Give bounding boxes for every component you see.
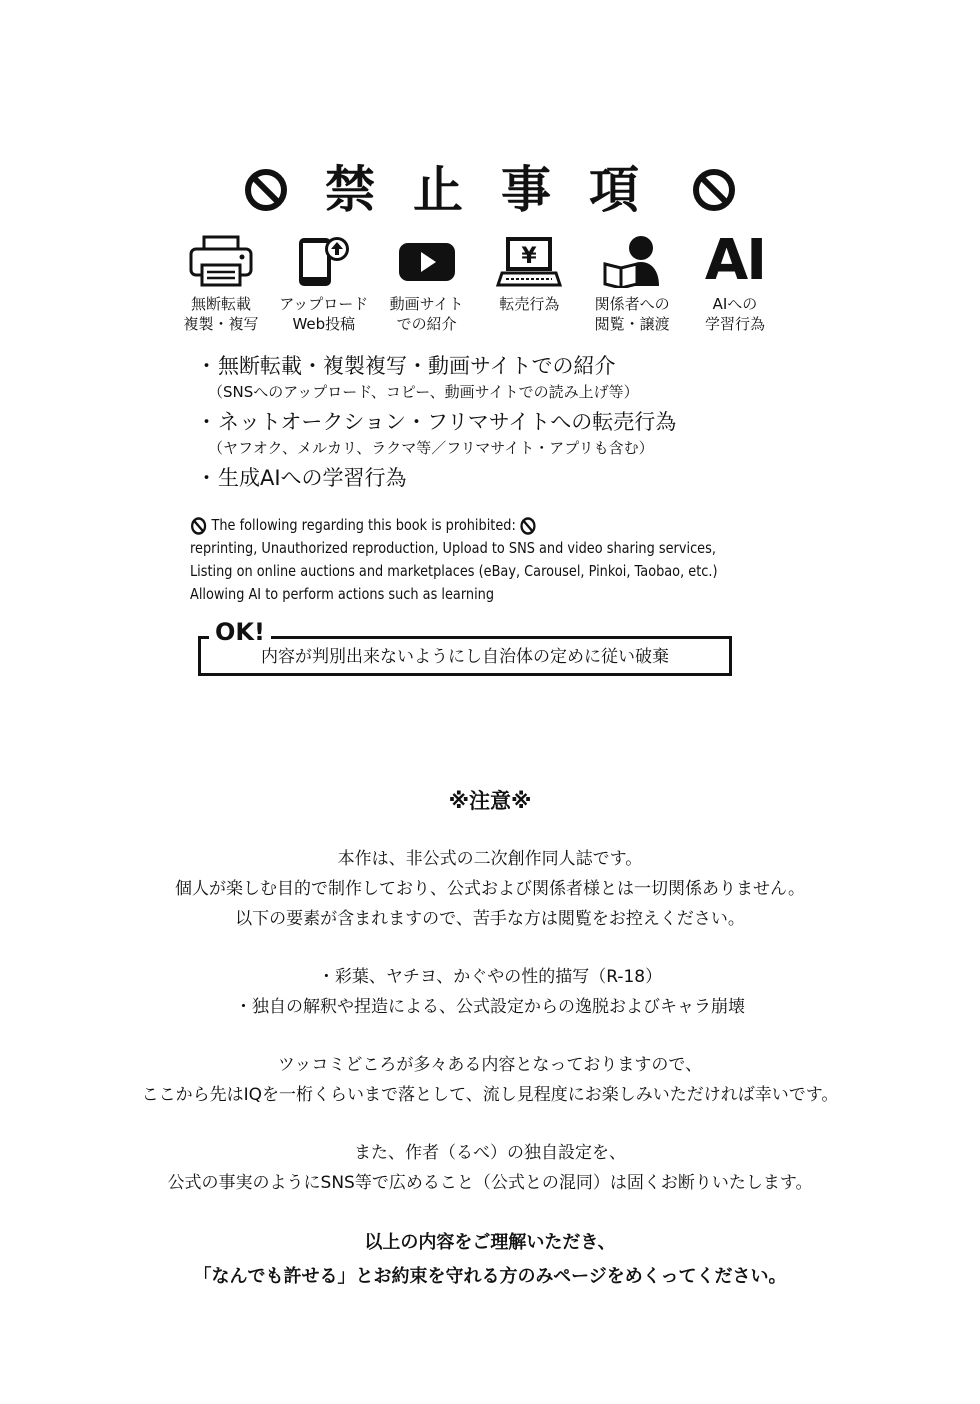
caution-line: 個人が楽しむ目的で制作しており、公式および関係者様とは一切関係ありません。	[174, 879, 806, 899]
video-play-icon	[397, 239, 457, 283]
caution-line: 公式の事実のようにSNS等で広めること（公式との混同）は固くお断りいたします。	[167, 1173, 813, 1193]
caution-line: また、作者（るべ）の独自設定を、	[354, 1143, 626, 1163]
prohibited-icon-right	[691, 167, 737, 213]
caution-line: ここから先はIQを一桁くらいまで落として、流し見程度にお楽しみいただければ幸いです。	[141, 1085, 839, 1105]
ok-box	[198, 618, 732, 676]
caution-line: 以下の要素が含まれますので、苦手な方は閲覧をお控えください。	[235, 909, 745, 929]
list-item: ・ネットオークション・フリマサイトへの転売行為	[196, 410, 677, 434]
prohibited-icon-left	[243, 167, 289, 213]
caution-line: ・独自の解釈や捏造による、公式設定からの逸脱およびキャラ崩壊	[235, 997, 745, 1017]
caution-title: ※注意※	[448, 789, 532, 813]
english-notice	[190, 514, 810, 606]
prohibited-icon	[519, 516, 536, 536]
caution-section	[0, 784, 980, 1294]
svg-text:¥: ¥	[521, 244, 538, 269]
icon-label-video: 動画サイト での紹介	[389, 295, 464, 333]
printer-icon	[188, 235, 254, 287]
icon-label-sharing: 関係者への 閲覧・譲渡	[594, 295, 670, 333]
icon-item-resale	[480, 234, 578, 344]
list-item-note: （ヤフオク、メルカリ、ラクマ等／フリマサイト・アプリも含む）	[208, 439, 654, 457]
icon-item-video	[378, 234, 476, 344]
icon-label-resale: 転売行為	[499, 295, 560, 313]
closing-line: 以上の内容をご理解いただき、	[364, 1232, 616, 1253]
list-item: ・生成AIへの学習行為	[196, 466, 407, 490]
icon-item-reprint	[172, 234, 270, 344]
prohibited-icon	[190, 516, 207, 536]
ai-text-icon: AI	[704, 228, 766, 293]
ok-label: OK!	[209, 617, 271, 647]
icon-label-reprint: 無断転載 複製・複写	[183, 295, 259, 333]
ok-text: 内容が判別出来ないようにし自治体の定めに従い破棄	[261, 647, 669, 667]
closing-line: 「なんでも許せる」とお約束を守れる方のみページをめくってください。	[193, 1266, 787, 1287]
title-row	[0, 158, 980, 222]
icon-label-upload: アップロード Web投稿	[279, 295, 369, 333]
phone-upload-icon	[291, 234, 357, 288]
icon-item-upload	[275, 234, 373, 344]
english-line: reprinting, Unauthorized reproduction, Upload to SNS and video sharing services,	[190, 539, 716, 557]
page-title: 禁止事項	[325, 161, 677, 219]
english-heading: The following regarding this book is prohibited:	[190, 514, 723, 537]
prohibited-icons-row	[172, 228, 784, 344]
icon-item-ai	[686, 228, 784, 344]
yen-laptop-icon	[496, 235, 562, 287]
icon-item-sharing	[583, 234, 681, 344]
prohibited-list	[196, 352, 816, 492]
person-book-icon	[599, 234, 665, 288]
caution-line: ツッコミどころが多々ある内容となっておりますので、	[277, 1055, 703, 1075]
english-line: Listing on online auctions and marketplaces (eBay, Carousel, Pinkoi, Taobao, etc.)	[190, 562, 718, 580]
list-item: ・無断転載・複製複写・動画サイトでの紹介	[196, 354, 616, 378]
english-line: Allowing AI to perform actions such as learning	[190, 585, 495, 603]
caution-line: 本作は、非公式の二次創作同人誌です。	[337, 849, 643, 869]
icon-label-ai: AIへの 学習行為	[704, 295, 765, 333]
list-item-note: （SNSへのアップロード、コピー、動画サイトでの読み上げ等）	[208, 383, 639, 401]
caution-line: ・彩葉、ヤチヨ、かぐやの性的描写（R-18）	[317, 967, 663, 987]
